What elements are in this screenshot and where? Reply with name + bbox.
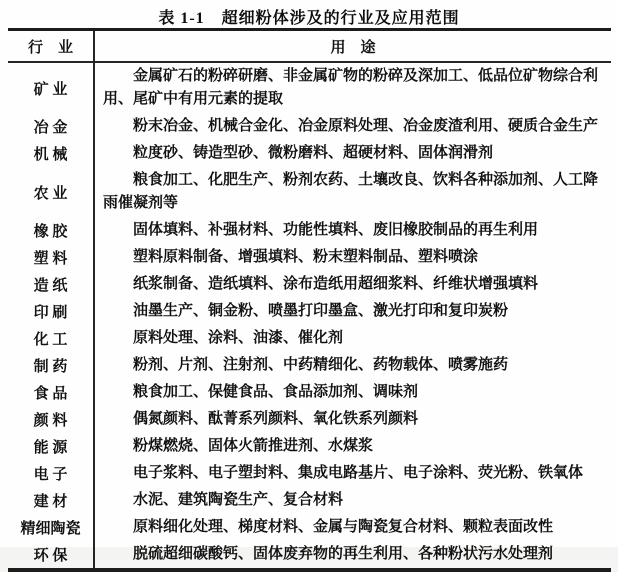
use-cell: 金属矿石的粉碎研磨、非金属矿物的粉碎及深加工、低品位矿物综合利用、尾矿中有用元素的提取	[103, 68, 599, 107]
use-cell: 水泥、建筑陶瓷生产、复合材料	[133, 492, 344, 508]
use-cell: 粒度砂、铸造型砂、微粉磨料、超硬材料、固体润滑剂	[133, 145, 494, 161]
use-cell: 固体填料、补强材料、功能性填料、废旧橡胶制品的再生利用	[133, 222, 539, 238]
table-row	[8, 433, 611, 460]
table-row	[8, 325, 611, 352]
industry-cell: 机 械	[8, 140, 95, 167]
table-row	[8, 460, 611, 487]
table-row	[8, 140, 611, 167]
use-cell: 偶氮颜料、酞菁系列颜料、氧化铁系列颜料	[133, 411, 419, 427]
industry-cell: 建 材	[8, 487, 95, 514]
industry-cell: 食 品	[8, 379, 95, 406]
table-row	[8, 487, 611, 514]
table-header-row	[8, 31, 611, 63]
table-row	[8, 352, 611, 379]
use-cell: 粮食加工、化肥生产、粉剂农药、土壤改良、饮料各种添加剂、人工降雨催凝剂等	[103, 172, 599, 211]
use-cell: 粉剂、片剂、注射剂、中药精细化、药物载体、喷雾施药	[133, 357, 509, 373]
table-body	[8, 63, 611, 568]
use-cell: 脱硫超细碳酸钙、固体废弃物的再生利用、各种粉状污水处理剂	[133, 546, 554, 562]
use-cell: 原料处理、涂料、油漆、催化剂	[133, 330, 344, 346]
table-row	[8, 217, 611, 244]
table-row	[8, 541, 611, 568]
use-cell: 粉末冶金、机械合金化、冶金原料处理、冶金废渣利用、硬质合金生产	[133, 118, 599, 134]
table-row	[8, 113, 611, 140]
industry-cell: 矿 业	[8, 63, 95, 113]
use-cell: 油墨生产、铜金粉、喷墨打印墨盒、激光打印和复印炭粉	[133, 303, 509, 319]
industry-cell: 化 工	[8, 325, 95, 352]
use-cell: 塑料原料制备、增强填料、粉末塑料制品、塑料喷涂	[133, 249, 479, 265]
table-title: 表 1-1 超细粉体涉及的行业及应用范围	[158, 10, 460, 27]
header-use: 用 途	[330, 39, 376, 56]
table-row	[8, 298, 611, 325]
industry-cell: 橡 胶	[8, 217, 95, 244]
use-cell: 原料细化处理、梯度材料、金属与陶瓷复合材料、颗粒表面改性	[133, 519, 554, 535]
industry-cell: 印 刷	[8, 298, 95, 325]
industry-cell: 能 源	[8, 433, 95, 460]
table-row	[8, 244, 611, 271]
industry-cell: 造 纸	[8, 271, 95, 298]
industry-cell: 颜 料	[8, 406, 95, 433]
industry-cell: 精细陶瓷	[8, 514, 95, 541]
table-row	[8, 167, 611, 217]
table-row	[8, 379, 611, 406]
industry-cell: 电 子	[8, 460, 95, 487]
header-industry: 行 业	[8, 31, 95, 61]
table-row	[8, 271, 611, 298]
table-row	[8, 406, 611, 433]
industry-cell: 冶 金	[8, 113, 95, 140]
table-row	[8, 514, 611, 541]
use-cell: 纸浆制备、造纸填料、涂布造纸用超细浆料、纤维状增强填料	[133, 276, 539, 292]
industry-cell: 制 药	[8, 352, 95, 379]
table-row	[8, 63, 611, 113]
industry-cell: 农 业	[8, 167, 95, 217]
use-cell: 粉煤燃烧、固体火箭推进剂、水煤浆	[133, 438, 374, 454]
use-cell: 电子浆料、电子塑封料、集成电路基片、电子涂料、荧光粉、铁氧体	[133, 465, 584, 481]
industry-cell: 环 保	[8, 541, 95, 568]
industry-cell: 塑 料	[8, 244, 95, 271]
industry-use-table	[8, 28, 611, 572]
use-cell: 粮食加工、保健食品、食品添加剂、调味剂	[133, 384, 419, 400]
